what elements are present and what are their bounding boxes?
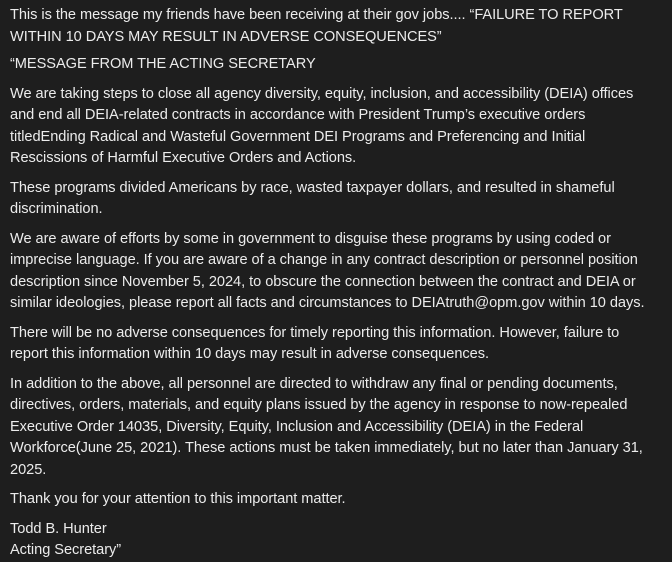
- post-intro: This is the message my friends have been receiving at their gov jobs.... “FAILURE TO REPORT WITHIN 10 DAYS MAY RESULT IN ADVERSE CONSEQUENCES”: [10, 7, 623, 45]
- message-paragraph-2: These programs divided Americans by race, wasted taxpayer dollars, and resulted in shameful discrimination.: [10, 179, 615, 217]
- message-paragraph-5: In addition to the above, all personnel are directed to withdraw any final or pending documents, directives, orders, materials, and equity plans issued by the agency in response to now-repealed Executive Order 14035, Diversity, Equity, Inclusion and Accessibility (DEIA) in the Federal Workforce(June 25, 2021). These actions must be taken immediately, but no later than January 31, 2025.: [10, 375, 643, 478]
- message-paragraph-3: We are aware of efforts by some in government to disguise these programs by using coded or imprecise language. If you are aware of a change in any contract description or personnel position description since November 5, 2024, to obscure the connection between the contract and DEIA or similar ideologies, please report all facts and circumstances to DEIAtruth@opm.gov within 10 days.: [10, 230, 645, 311]
- message-paragraph-6: Thank you for your attention to this important matter.: [10, 491, 346, 507]
- message-header: “MESSAGE FROM THE ACTING SECRETARY: [10, 56, 316, 72]
- message-signature: Todd B. Hunter Acting Secretary”: [10, 520, 122, 558]
- message-paragraph-4: There will be no adverse consequences for timely reporting this information. However, failure to report this information within 10 days may result in adverse consequences.: [10, 324, 620, 362]
- message-paragraph-1: We are taking steps to close all agency diversity, equity, inclusion, and accessibility (DEIA) offices and end all DEIA-related contracts in accordance with President Trump’s executive orders titledEnding Radical and Wasteful Government DEI Programs and Preferencing and Initial Rescissions of Harmful Executive Orders and Actions.: [10, 85, 634, 166]
